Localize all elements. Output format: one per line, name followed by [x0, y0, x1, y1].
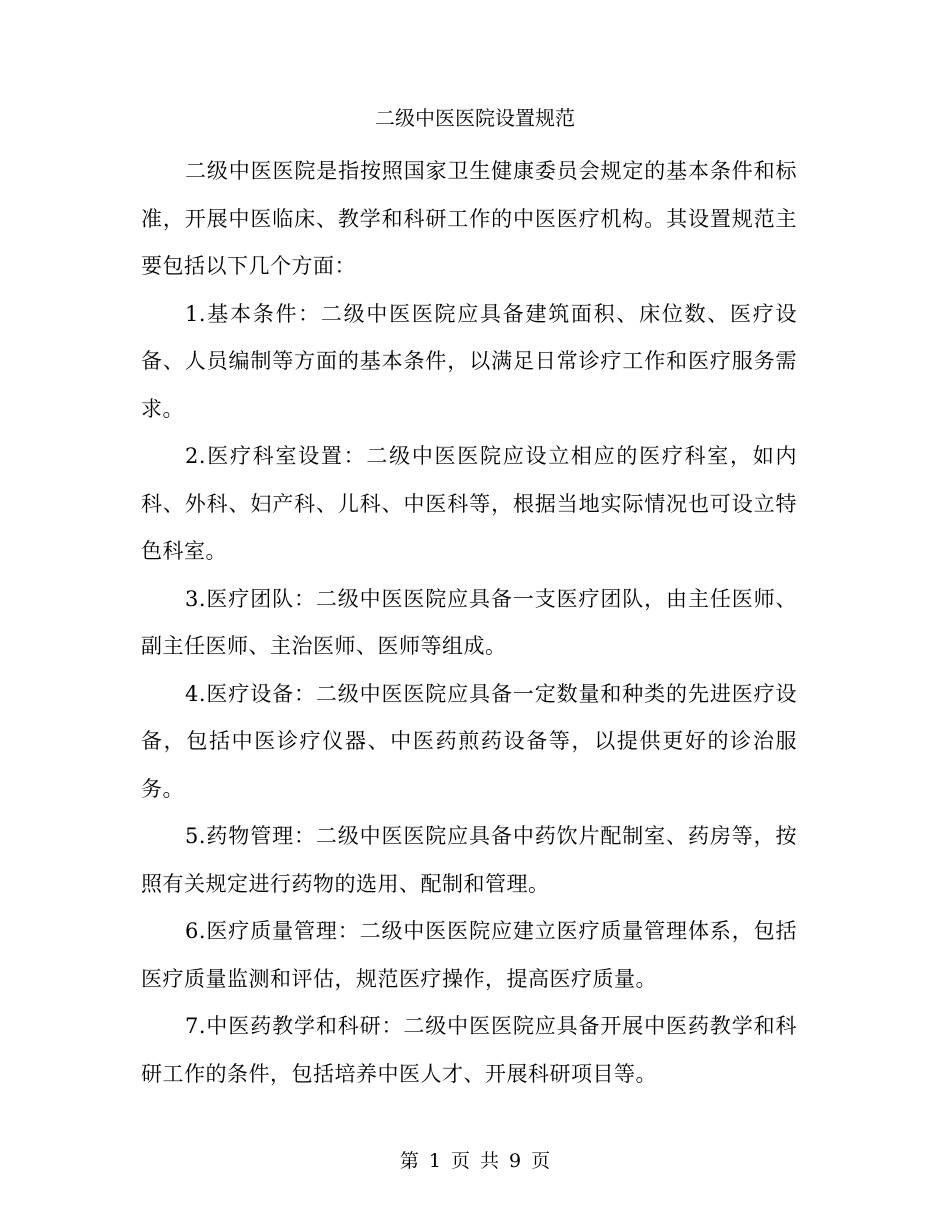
paragraph-medical-equipment: 4.医疗设备：二级中医医院应具备一定数量和种类的先进医疗设备，包括中医诊疗仪器、中医药煎药设备等，以提供更好的诊治服务。 — [141, 681, 797, 801]
paragraph-teaching-research: 7.中医药教学和科研：二级中医医院应具备开展中医药教学和科研工作的条件，包括培养中医人才、开展科研项目等。 — [141, 1014, 797, 1086]
paragraph-basic-conditions: 1.基本条件：二级中医医院应具备建筑面积、床位数、医疗设备、人员编制等方面的基本条件，以满足日常诊疗工作和医疗服务需求。 — [141, 301, 797, 421]
document-title: 二级中医医院设置规范 — [375, 106, 575, 130]
page-number-footer: 第 1 页 共 9 页 — [399, 1150, 551, 1172]
paragraph-department-setup: 2.医疗科室设置：二级中医医院应设立相应的医疗科室，如内科、外科、妇产科、儿科、中医科等，根据当地实际情况也可设立特色科室。 — [141, 444, 797, 563]
paragraph-quality-management: 6.医疗质量管理：二级中医医院应建立医疗质量管理体系，包括医疗质量监测和评估，规范医疗操作，提高医疗质量。 — [141, 919, 797, 991]
paragraph-medical-team: 3.医疗团队：二级中医医院应具备一支医疗团队，由主任医师、副主任医师、主治医师、医师等组成。 — [141, 586, 797, 658]
document-body — [141, 148, 797, 1098]
paragraph-drug-management: 5.药物管理：二级中医医院应具备中药饮片配制室、药房等，按照有关规定进行药物的选用、配制和管理。 — [141, 824, 797, 896]
paragraph-intro: 二级中医医院是指按照国家卫生健康委员会规定的基本条件和标准，开展中医临床、教学和科研工作的中医医疗机构。其设置规范主要包括以下几个方面： — [141, 159, 797, 278]
